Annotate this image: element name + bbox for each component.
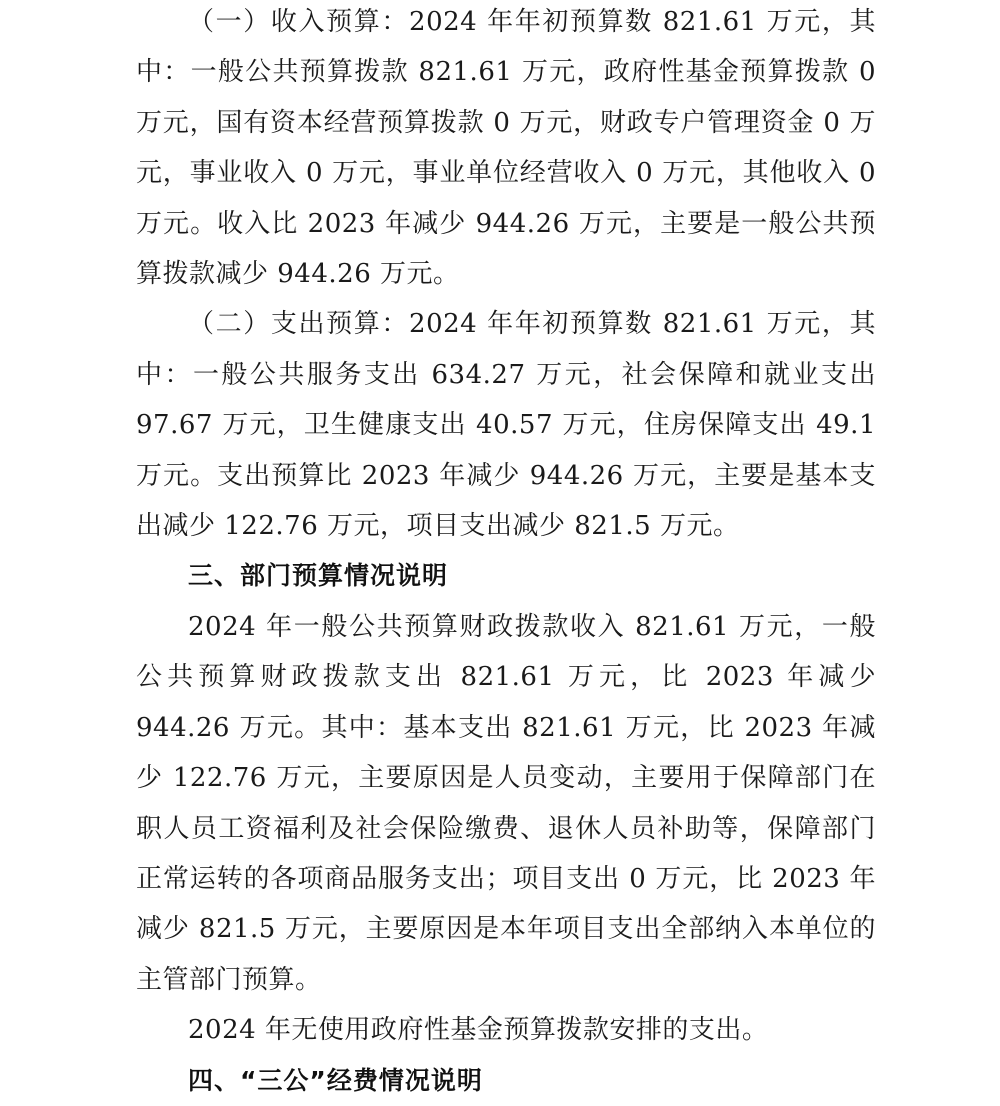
gov-fund-paragraph: 2024 年无使用政府性基金预算拨款安排的支出。 bbox=[188, 1015, 769, 1046]
document-page bbox=[136, 0, 876, 1106]
dept-budget-paragraph: 2024 年一般公共预算财政拨款收入 821.61 万元，一般公共预算财政拨款支出 821.61 万元，比 2023 年减少 944.26 万元。其中：基本支出 821.61 万元，比 2023 年减少 122.76 万元，主要原因是人员变动，主要用于保障部门在职人员工资福利及社会保险缴费、退休人员补助等，保障部门正常运转的各项商品服务支出；项目支出 0 万元，比 2023 年减少 821.5 万元，主要原因是本年项目支出全部纳入本单位的主管部门预算。 bbox=[136, 611, 876, 995]
expense-budget-paragraph: （二）支出预算：2024 年年初预算数 821.61 万元，其中：一般公共服务支出 634.27 万元，社会保障和就业支出 97.67 万元，卫生健康支出 40.57 万元，住房保障支出 49.1 万元。支出预算比 2023 年减少 944.26 万元，主要是基本支出减少 122.76 万元，项目支出减少 821.5 万元。 bbox=[136, 309, 876, 542]
section-3-heading: 三、部门预算情况说明 bbox=[188, 561, 449, 591]
section-4-heading: 四、“三公”经费情况说明 bbox=[188, 1065, 483, 1095]
income-budget-paragraph: （一）收入预算：2024 年年初预算数 821.61 万元，其中：一般公共预算拨款 821.61 万元，政府性基金预算拨款 0 万元，国有资本经营预算拨款 0 万元，财政专户管理资金 0 万元，事业收入 0 万元，事业单位经营收入 0 万元，其他收入 0 万元。收入比 2023 年减少 944.26 万元，主要是一般公共预算拨款减少 944.26 万元。 bbox=[136, 7, 876, 290]
